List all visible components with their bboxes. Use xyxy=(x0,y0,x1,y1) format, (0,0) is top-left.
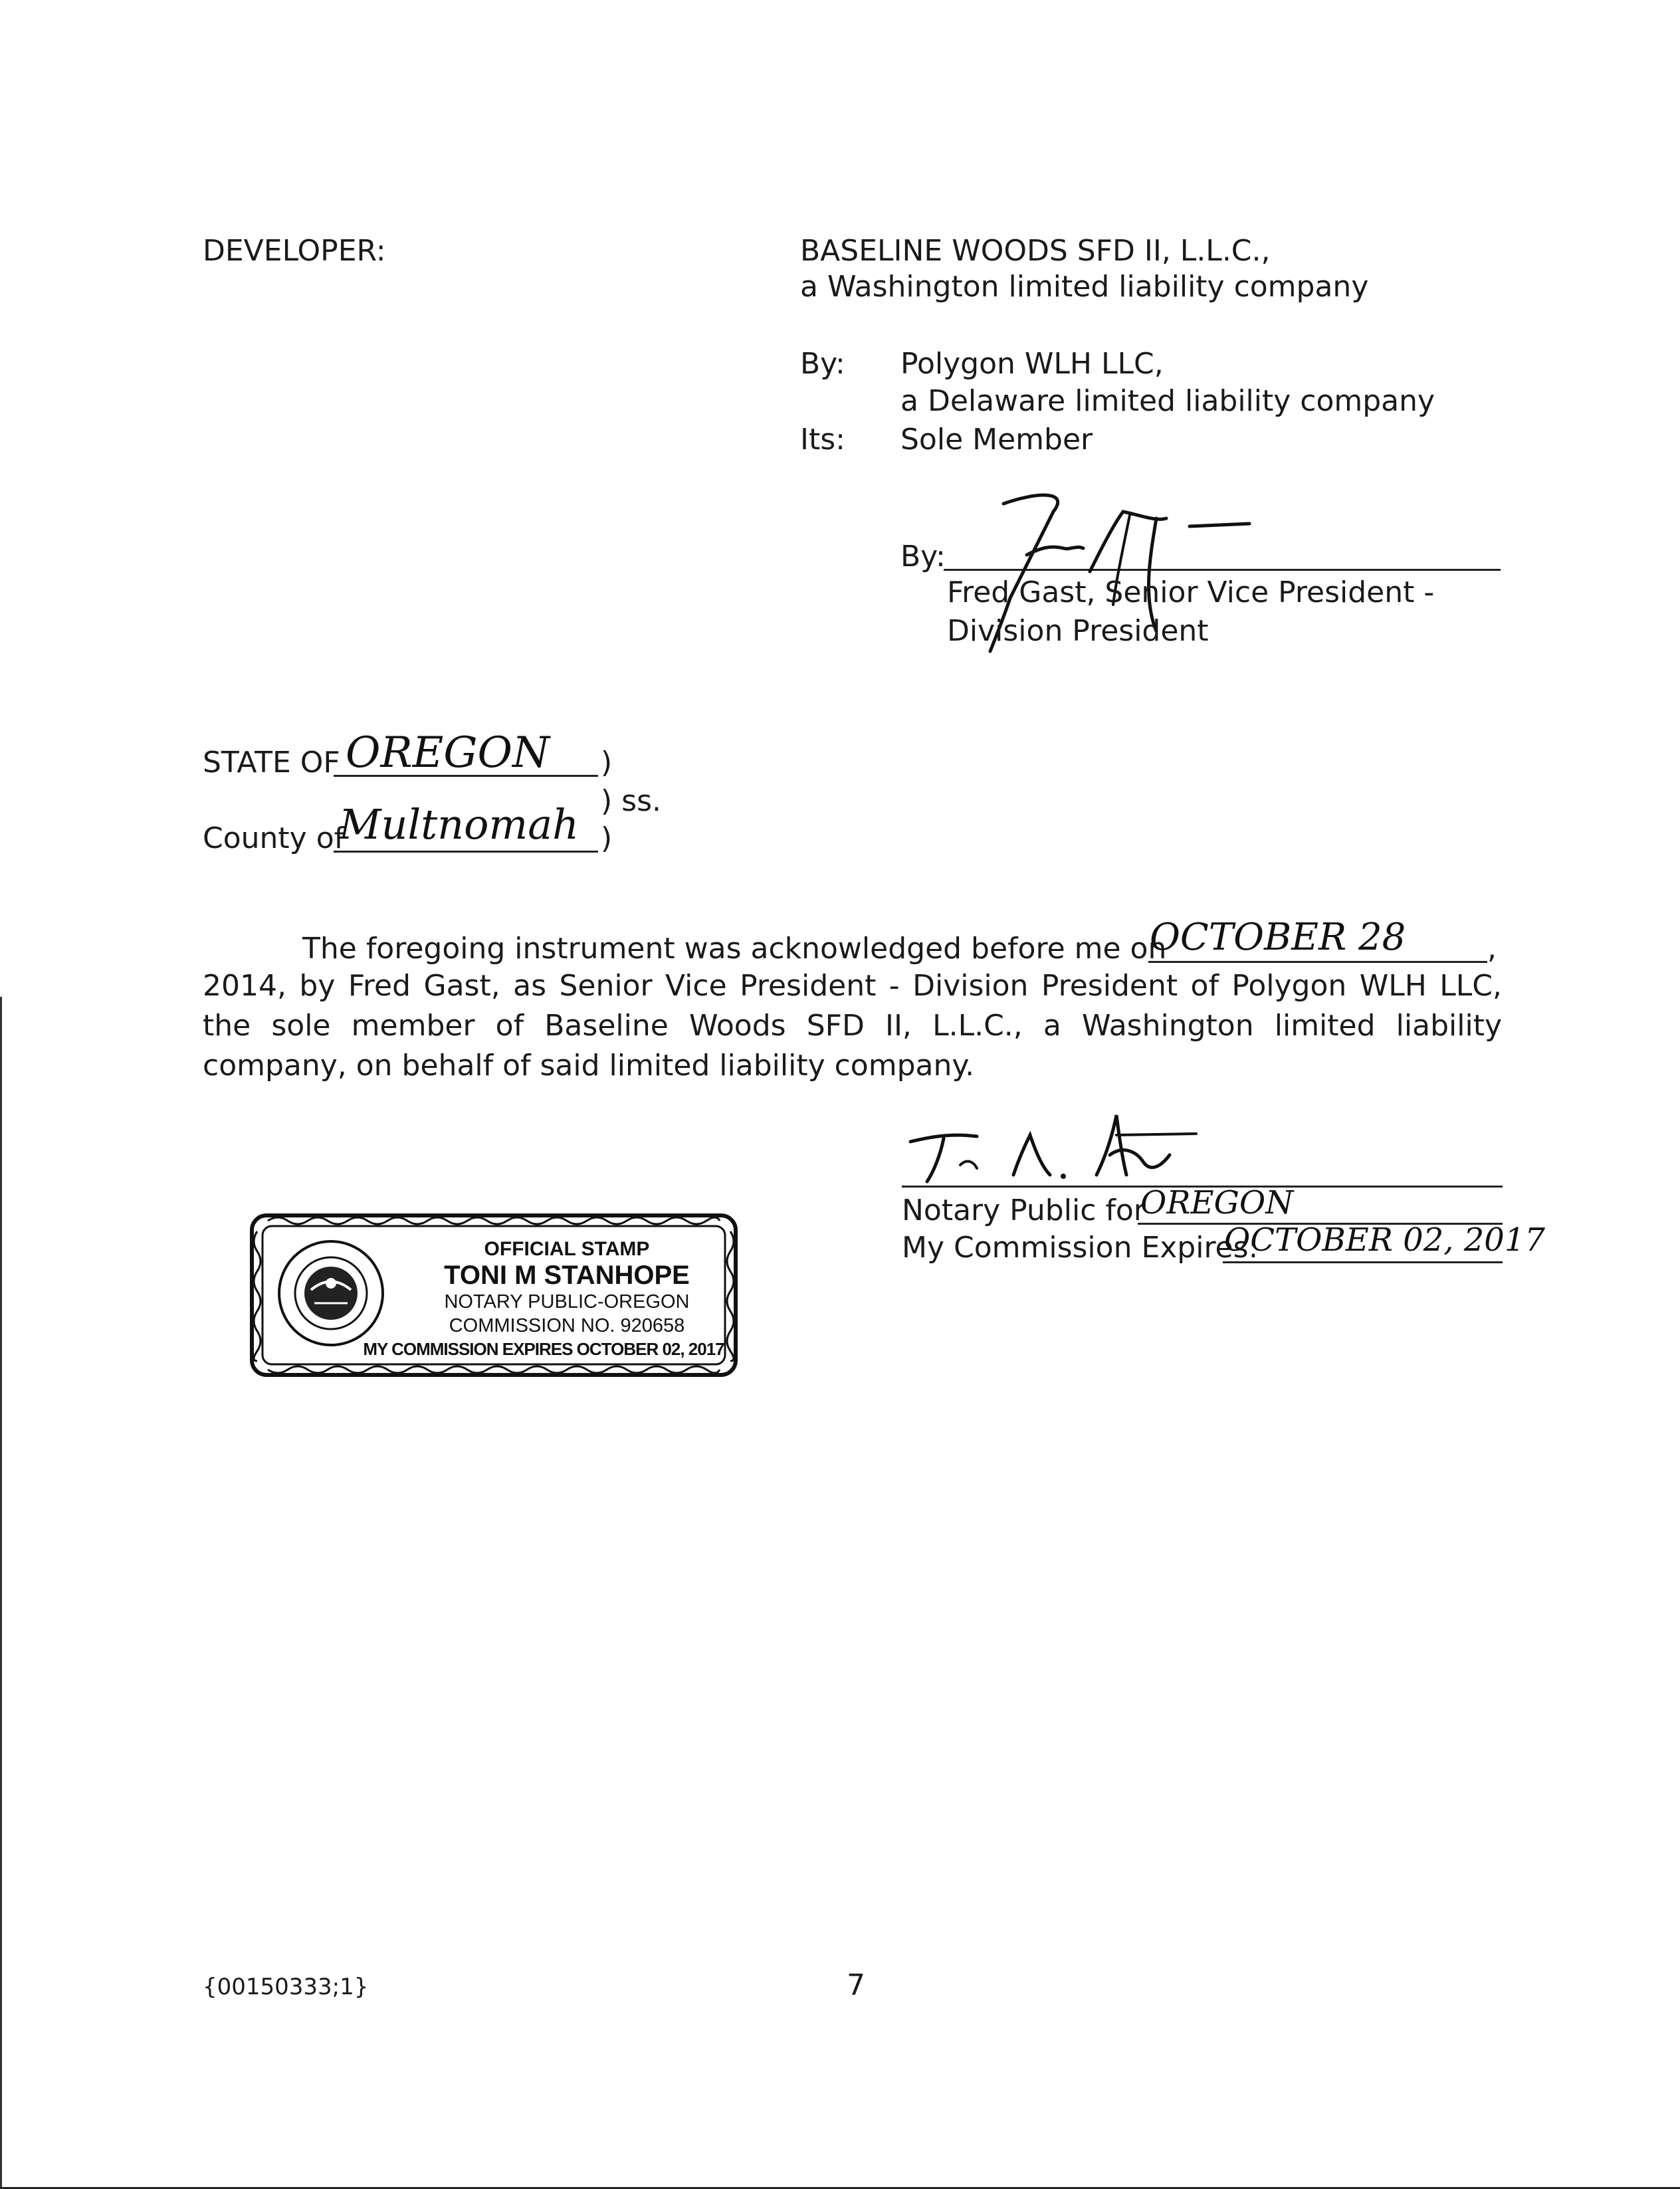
stamp-commission-number: COMMISSION NO. 920658 xyxy=(449,1315,685,1336)
state-label: STATE OF xyxy=(203,746,340,780)
notary-public-label: Notary Public for xyxy=(902,1194,1146,1227)
by-label: By: xyxy=(800,347,845,381)
stamp-title: OFFICIAL STAMP xyxy=(484,1238,650,1260)
county-paren: ) xyxy=(601,821,613,855)
company-description: a Washington limited liability company xyxy=(800,270,1369,304)
stamp-commission-expires: MY COMMISSION EXPIRES OCTOBER 02, 2017 xyxy=(363,1339,724,1359)
notary-state-handwritten: OREGON xyxy=(1140,1184,1294,1221)
expires-underline xyxy=(1223,1261,1503,1263)
its-label: Its: xyxy=(800,423,845,457)
date-comma: , xyxy=(1487,932,1497,966)
official-notary-stamp xyxy=(248,1211,740,1379)
signer-title-continued: Division President xyxy=(947,614,1209,648)
date-handwritten: OCTOBER 28 xyxy=(1150,916,1406,959)
stamp-notary-public: NOTARY PUBLIC-OREGON xyxy=(444,1291,690,1312)
county-label: County of xyxy=(203,821,345,855)
state-seal-icon xyxy=(274,1237,387,1350)
acknowledgment-intro: The foregoing instrument was acknowledged before me on xyxy=(302,932,1167,966)
county-underline xyxy=(334,851,598,853)
acknowledgment-body: 2014, by Fred Gast, as Senior Vice President - Division President of Polygon WLH LLC, the sole member of Baseline Woods SFD II, L.L.C., a Washington limited liability company, on behalf of said limited liability company. xyxy=(203,969,1502,1083)
signer-by-label: By: xyxy=(900,540,946,573)
state-handwritten: OREGON xyxy=(346,728,550,778)
member-description: a Delaware limited liability company xyxy=(900,384,1435,418)
stamp-notary-name: TONI M STANHOPE xyxy=(444,1261,690,1290)
developer-label: DEVELOPER: xyxy=(203,234,386,268)
company-name: BASELINE WOODS SFD II, L.L.C., xyxy=(800,234,1271,268)
document-id: {00150333;1} xyxy=(203,1974,369,2000)
county-handwritten: Multnomah xyxy=(339,800,579,849)
handwritten-signature-notary xyxy=(897,1108,1209,1188)
signer-name-title: Fred Gast, Senior Vice President - xyxy=(947,575,1435,609)
expires-handwritten: OCTOBER 02, 2017 xyxy=(1224,1221,1545,1259)
commission-expires-label: My Commission Expires: xyxy=(902,1231,1259,1265)
its-value: Sole Member xyxy=(900,423,1093,457)
page-number: 7 xyxy=(847,1968,865,2002)
state-paren: ) xyxy=(601,746,613,780)
date-underline xyxy=(1148,961,1487,963)
ss-label: ) ss. xyxy=(601,784,661,818)
member-name: Polygon WLH LLC, xyxy=(900,347,1164,381)
scan-edge-left xyxy=(0,997,2,2189)
